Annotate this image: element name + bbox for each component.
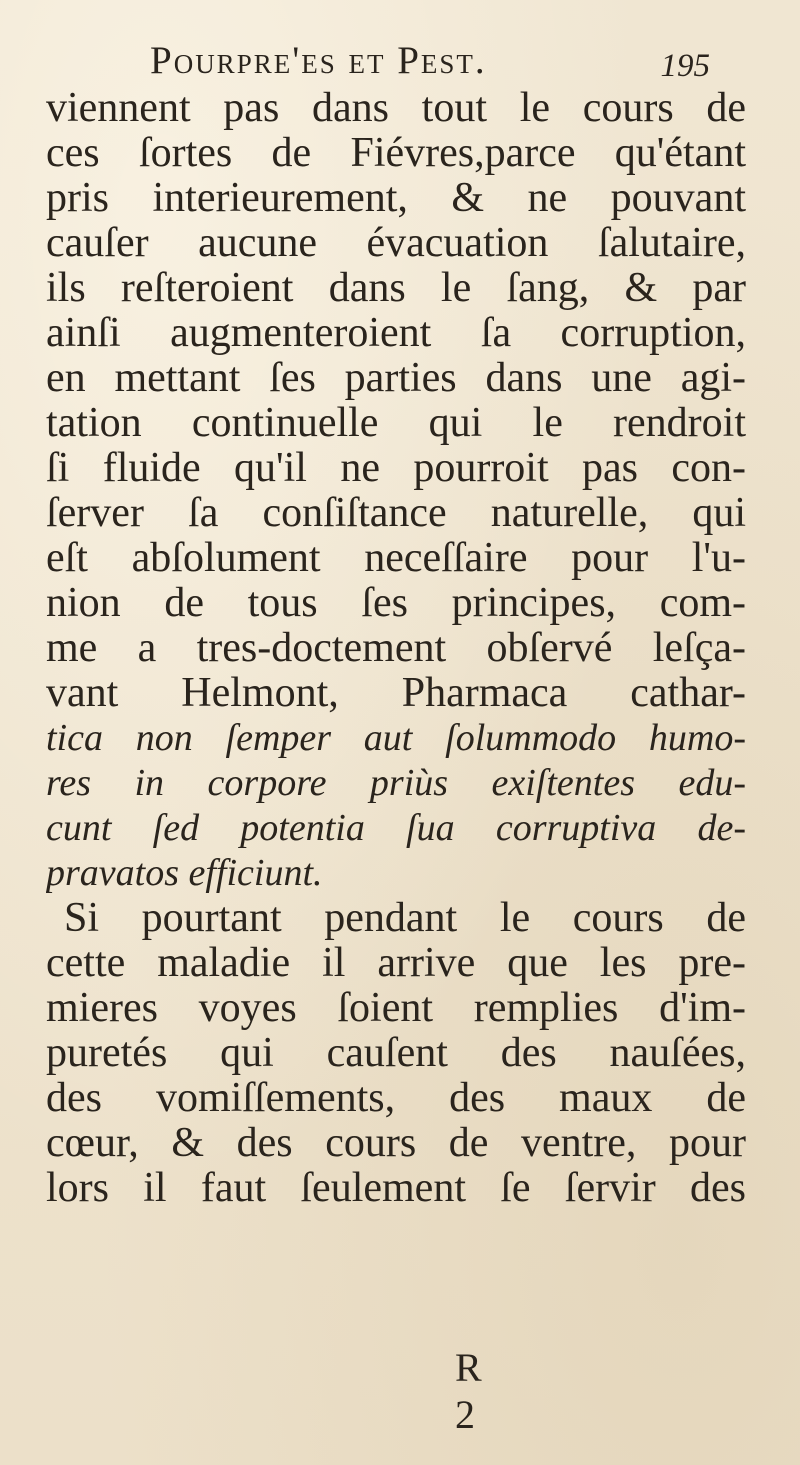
- text-line: ſi fluide qu'il ne pourroit pas con-: [46, 446, 746, 491]
- page-header: [150, 38, 710, 88]
- text-line: tation continuelle qui le rendroit: [46, 401, 746, 446]
- latin-quote-line: pravatos efficiunt.: [46, 852, 323, 894]
- text-line: des vomiſſements, des maux de: [46, 1076, 746, 1121]
- text-line: ces ſortes de Fiévres,parce qu'étant: [46, 131, 746, 176]
- text-line: eſt abſolument neceſſaire pour l'u-: [46, 536, 746, 581]
- latin-quote-line: tica non ſemper aut ſolummodo humo-: [46, 717, 746, 759]
- latin-quote-line: cunt ſed potentia ſua corruptiva de-: [46, 807, 746, 849]
- text-line: pris interieurement, & ne pouvant: [46, 176, 746, 221]
- text-line: ils reſteroient dans le ſang, & par: [46, 266, 746, 311]
- text-line: cœur, & des cours de ventre, pour: [46, 1121, 746, 1166]
- signature-mark: R 2: [455, 1345, 492, 1437]
- text-line: viennent pas dans tout le cours de: [46, 86, 746, 131]
- text-line: cette maladie il arrive que les pre-: [46, 941, 746, 986]
- text-line: ainſi augmenteroient ſa corruption,: [46, 311, 746, 356]
- text-line: cauſer aucune évacuation ſalutaire,: [46, 221, 746, 266]
- text-line: ſerver ſa conſiſtance naturelle, qui: [46, 491, 746, 536]
- text-line: puretés qui cauſent des nauſées,: [46, 1031, 746, 1076]
- latin-quote-line: res in corpore priùs exiſtentes edu-: [46, 762, 746, 804]
- running-head: Pourpre'es et Pest.: [150, 39, 487, 82]
- text-line: me a tres-doctement obſervé leſça-: [46, 626, 746, 671]
- text-line: lors il faut ſeulement ſe ſervir des: [46, 1166, 746, 1211]
- text-line: vant Helmont, Pharmaca cathar-: [46, 671, 746, 716]
- text-line: Si pourtant pendant le cours de: [64, 896, 746, 941]
- page-number: 195: [660, 48, 710, 84]
- body-text: [46, 86, 746, 1211]
- text-line: mieres voyes ſoient remplies d'im-: [46, 986, 746, 1031]
- text-line: nion de tous ſes principes, com-: [46, 581, 746, 626]
- text-line: en mettant ſes parties dans une agi-: [46, 356, 746, 401]
